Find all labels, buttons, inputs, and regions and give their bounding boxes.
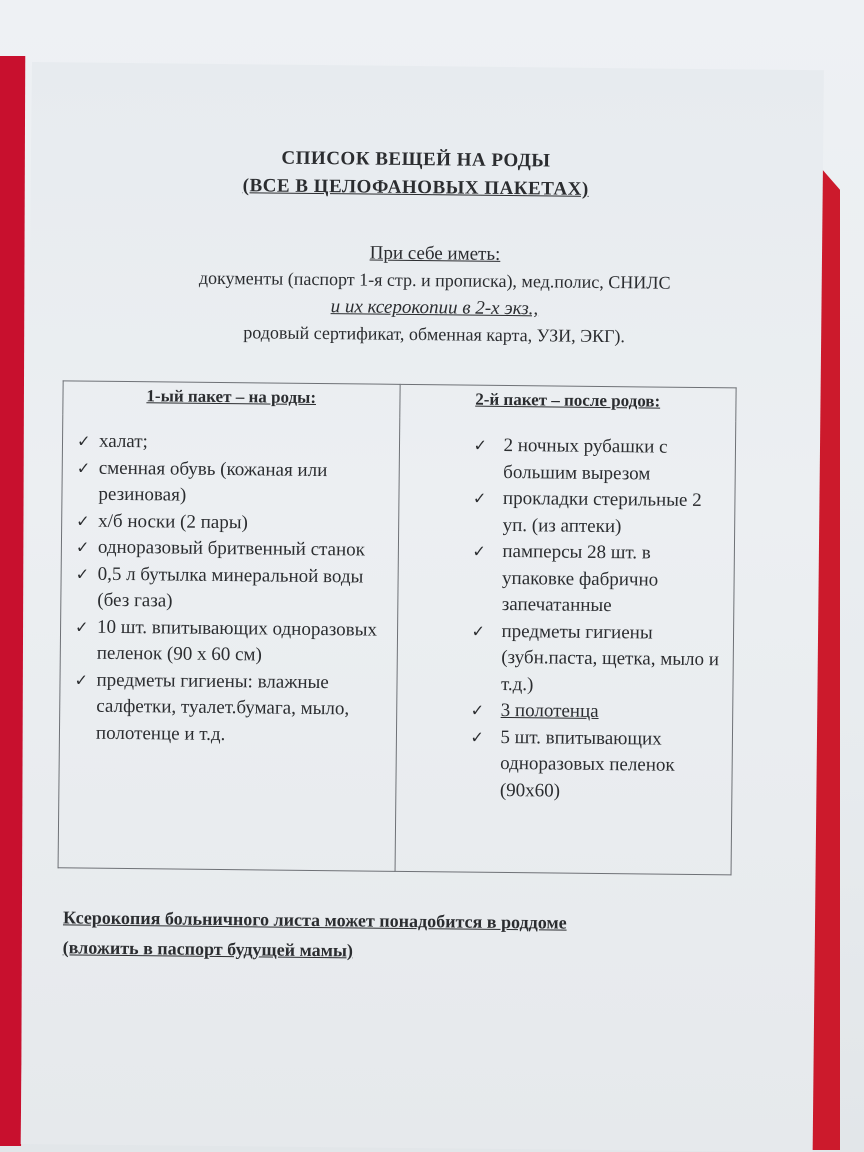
checkmark-icon: ✓ [76, 510, 90, 531]
footer-line-2: (вложить в паспорт будущей мамы) [62, 937, 354, 961]
document-header [206, 144, 627, 204]
intro-line-2: и их ксерокопии в 2-х экз., [330, 296, 539, 320]
checkmark-icon: ✓ [75, 563, 90, 584]
right-item-text: памперсы 28 шт. в упаковке фабрично запечатанные [501, 540, 659, 617]
left-item-text: сменная обувь (кожаная или резиновая) [98, 457, 328, 506]
intro-line-3: родовый сертификат, обменная карта, УЗИ, ЭКГ). [243, 322, 626, 347]
right-item [471, 618, 723, 700]
left-item-text: халат; [98, 430, 148, 453]
title-line-1: СПИСОК ВЕЩЕЙ НА РОДЫ [281, 147, 551, 172]
checkmark-icon: ✓ [472, 541, 486, 561]
footer-note [63, 902, 764, 969]
right-item-text: 2 ночных рубашки с большим вырезом [503, 434, 668, 484]
checkmark-icon: ✓ [473, 435, 488, 455]
left-item-text: х/б носки (2 пары) [98, 510, 249, 533]
left-item-list [74, 428, 389, 749]
left-column [58, 414, 399, 871]
checkmark-icon: ✓ [470, 700, 485, 720]
left-item [76, 508, 388, 538]
right-item-text: 5 шт. впитывающих одноразовых пеленок (90х60) [499, 726, 675, 802]
left-item [76, 455, 388, 511]
checkmark-icon: ✓ [471, 621, 486, 641]
checkmark-icon: ✓ [76, 431, 91, 451]
intro-block [89, 237, 780, 352]
paper-sheet [21, 62, 824, 1152]
checkmark-icon: ✓ [74, 616, 89, 637]
left-item-text: 10 шт. впитывающих одноразовых пеленок (90 х 60 см) [96, 616, 378, 666]
left-item [74, 667, 386, 750]
left-item-text: предметы гигиены: влажные салфетки, туалет.бумага, мыло, полотенце и т.д. [95, 669, 350, 745]
checkmark-icon: ✓ [470, 727, 484, 747]
checkmark-icon: ✓ [74, 669, 89, 690]
left-item [75, 614, 387, 670]
left-item [77, 428, 389, 458]
right-item [473, 486, 725, 542]
right-item-text: предметы гигиены (зубн.паста, щетка, мыло и т.д.) [500, 620, 720, 695]
right-column [395, 418, 736, 875]
checkmark-icon: ✓ [75, 537, 90, 557]
right-item-list [470, 433, 725, 807]
footer-line-1: Ксерокопия больничного листа может понадобится в роддоме [62, 907, 567, 933]
left-item [75, 561, 387, 617]
right-item [471, 698, 723, 727]
left-item [76, 534, 388, 564]
intro-line-1: документы (паспорт 1-я стр. и прописка), мед.полис, СНИЛС [198, 267, 671, 293]
items-table [58, 380, 737, 875]
right-item-text: 3 полотенца [500, 699, 599, 722]
right-item [473, 433, 725, 489]
right-item [472, 539, 724, 621]
have-label: При себе иметь: [369, 242, 501, 265]
left-column-header: 1-ый пакет – на роды: [63, 381, 400, 418]
right-column-header: 2-й пакет – после родов: [399, 384, 736, 421]
right-item-text: прокладки стерильные 2 уп. (из аптеки) [502, 487, 702, 537]
right-item [470, 724, 722, 806]
left-item-text: одноразовый бритвенный станок [97, 536, 366, 561]
title-line-2: (ВСЕ В ЦЕЛОФАНОВЫХ ПАКЕТАХ) [242, 175, 589, 200]
checkmark-icon: ✓ [472, 488, 487, 508]
left-item-text: 0,5 л бутылка минеральной воды (без газа) [97, 563, 364, 612]
checkmark-icon: ✓ [76, 457, 91, 478]
